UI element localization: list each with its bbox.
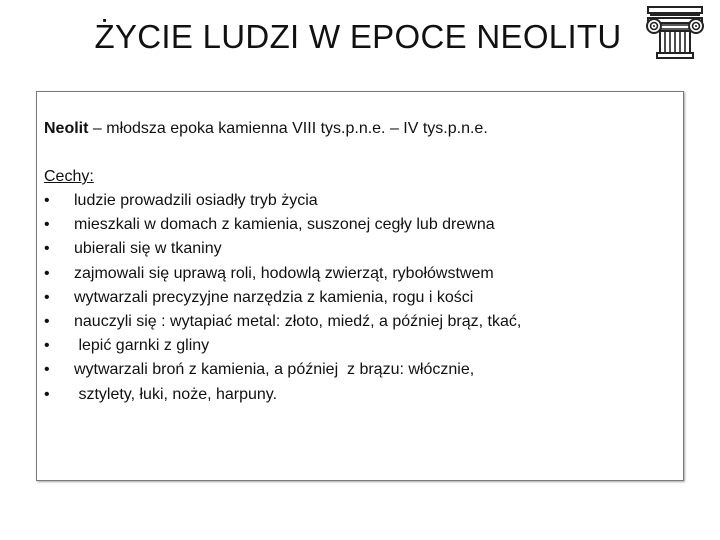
bullet: •: [44, 385, 50, 403]
list-item: [44, 383, 521, 407]
content-box: [36, 91, 684, 481]
features-list: [44, 189, 521, 407]
list-item: [44, 310, 521, 334]
list-item: [44, 262, 521, 286]
list-item: [44, 237, 521, 261]
list-item-text: nauczyli się : wytapiać metal: złoto, miedź, a później brąz, tkać,: [74, 313, 522, 331]
list-item-text: ubierali się w tkaniny: [74, 240, 222, 258]
neolit-definition: [44, 117, 488, 141]
list-item-text: zajmowali się uprawą roli, hodowlą zwierząt, rybołówstwem: [74, 264, 494, 282]
list-item: [44, 213, 521, 237]
bullet: •: [44, 313, 50, 331]
bullet: •: [44, 288, 50, 306]
ionic-column-capital-icon: [644, 4, 706, 62]
list-item-text: sztylety, łuki, noże, harpuny.: [74, 385, 278, 403]
list-item-text: wytwarzali broń z kamienia, a później z brązu: włócznie,: [74, 361, 475, 379]
list-item-text: ludzie prowadzili osiadły tryb życia: [74, 192, 318, 209]
slide-title: ŻYCIE LUDZI W EPOCE NEOLITU: [94, 18, 622, 55]
list-item: [44, 334, 521, 358]
features-heading: Cechy:: [44, 168, 94, 185]
list-item: [44, 358, 521, 382]
bullet: •: [44, 264, 50, 282]
list-item-text: wytwarzali precyzyjne narzędzia z kamienia, rogu i kości: [74, 288, 474, 306]
list-item: [44, 189, 521, 213]
bullet: •: [44, 216, 50, 234]
bullet: •: [44, 240, 50, 258]
list-item: [44, 286, 521, 310]
list-item-text: lepić garnki z gliny: [74, 337, 210, 355]
bullet: •: [44, 192, 50, 209]
bullet: •: [44, 337, 50, 355]
bullet: •: [44, 361, 50, 379]
list-item-text: mieszkali w domach z kamienia, suszonej cegły lub drewna: [74, 216, 495, 234]
definition-term: Neolit: [44, 120, 89, 137]
definition-text: – młodsza epoka kamienna VIII tys.p.n.e. – IV tys.p.n.e.: [88, 120, 488, 137]
